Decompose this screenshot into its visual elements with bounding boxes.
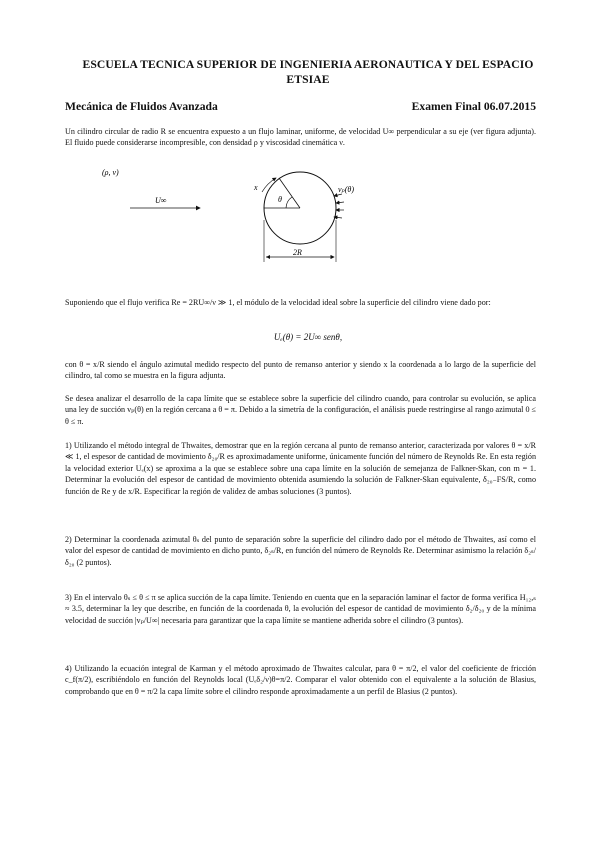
course-title: Mecánica de Fluidos Avanzada <box>65 100 218 113</box>
definition-paragraph: con θ = x/R siendo el ángulo azimutal medido respecto del punto de remanso anterior y siendo x la coordenada a lo largo de la superficie del cilindro, tal como se muestra en la figura adjunta. <box>65 360 536 381</box>
exam-date: Examen Final 06.07.2015 <box>411 100 536 113</box>
x-label: x <box>254 183 258 192</box>
suction-arrow <box>336 202 344 203</box>
question-2: 2) Determinar la coordenada azimutal θₛ del punto de separación sobre la superficie del cilindro dado por el método de Thwaites, así como el valor del espesor de cantidad de movimiento en dicho punto, δ₂ₛ/R, en función del número de Reynolds Re. Determinar asimismo la relación δ₂ₛ/δ₂₀ (2 puntos). <box>65 535 536 567</box>
cylinder-figure <box>0 160 616 270</box>
flow-paragraph: Suponiendo que el flujo verifica Re = 2RU∞/ν ≫ 1, el módulo de la velocidad ideal sobre la superficie del cilindro viene dado por: <box>65 298 491 307</box>
question-4: 4) Utilizando la ecuación integral de Karman y el método aproximado de Thwaites calcular, para θ = π/2, el valor del coeficiente de fricción c_f(π/2), escribiéndolo en función del Reynolds local (Uₑδ₂/ν)θ=π/2. Comparar el valor obtenido con el equivalente a la solución de Blasius, comprobando que en θ = π/2 la capa límite sobre el cilindro responde aproximadamente a un perfil de Blasius (2 puntos). <box>65 664 536 696</box>
suction-paragraph: Se desea analizar el desarrollo de la capa límite que se establece sobre la superficie del cilindro cuando, para controlar su evolución, se aplica una ley de succión vₚ(θ) en la región cercana a θ = π. Debido a la simetría de la configuración, el análisis puede restringirse al rango azimutal 0 ≤ θ ≤ π. <box>65 394 536 426</box>
question-1: 1) Utilizando el método integral de Thwaites, demostrar que en la región cercana al punto de remanso anterior, caracterizada por valores θ = x/R ≪ 1, el espesor de cantidad de movimiento δ₂₀/R es aproximadamente uniforme, únicamente función del número de Reynolds Re. En esta región la velocidad exterior Uₑ(x) se aproxima a la que se establece sobre una capa límite en la solución de semejanza de Falkner-Skan, con m = 1. Determinar la evolución del espesor de cantidad de movimiento obtenida asumiendo la solución de Falkner-Skan equivalente, δ₂₀₋FS/R, como función de Re y de x/R. Especificar la región de validez de ambas soluciones (3 puntos). <box>65 441 536 496</box>
fluid-label: (ρ, ν) <box>102 168 119 177</box>
suction-arrow <box>334 194 342 196</box>
question-3: 3) En el intervalo θₛ ≤ θ ≤ π se aplica succión de la capa límite. Teniendo en cuenta que en la separación laminar el factor de forma verifica H₁₂,ₛ ≈ 3.5, determinar la ley que describe, en función de la coordenada θ, la evolución del espesor de cantidad de movimiento δ₂/δ₂₀ y de la mínima velocidad de succión |vₚ/U∞| necesaria para garantizar que la capa límite se mantiene adherida sobre el cilindro (3 puntos). <box>65 593 536 625</box>
diameter-label: 2R <box>293 248 302 257</box>
theta-label: θ <box>278 195 282 204</box>
school-title: ESCUELA TECNICA SUPERIOR DE INGENIERIA AERONAUTICA Y DEL ESPACIO ETSIAE <box>82 58 534 86</box>
suction-arrow <box>334 217 342 218</box>
angle-line <box>279 178 300 208</box>
suction-label: vₚ(θ) <box>338 185 355 194</box>
velocity-equation: Uₑ(θ) = 2U∞ senθ, <box>273 332 343 342</box>
intro-paragraph: Un cilindro circular de radio R se encuentra expuesto a un flujo laminar, uniforme, de velocidad U∞ perpendicular a su eje (ver figura adjunta). El fluido puede considerarse incompresible, con densidad ρ y viscosidad cinemática ν. <box>65 127 536 148</box>
velocity-label: U∞ <box>155 196 167 205</box>
theta-arc <box>286 197 292 208</box>
